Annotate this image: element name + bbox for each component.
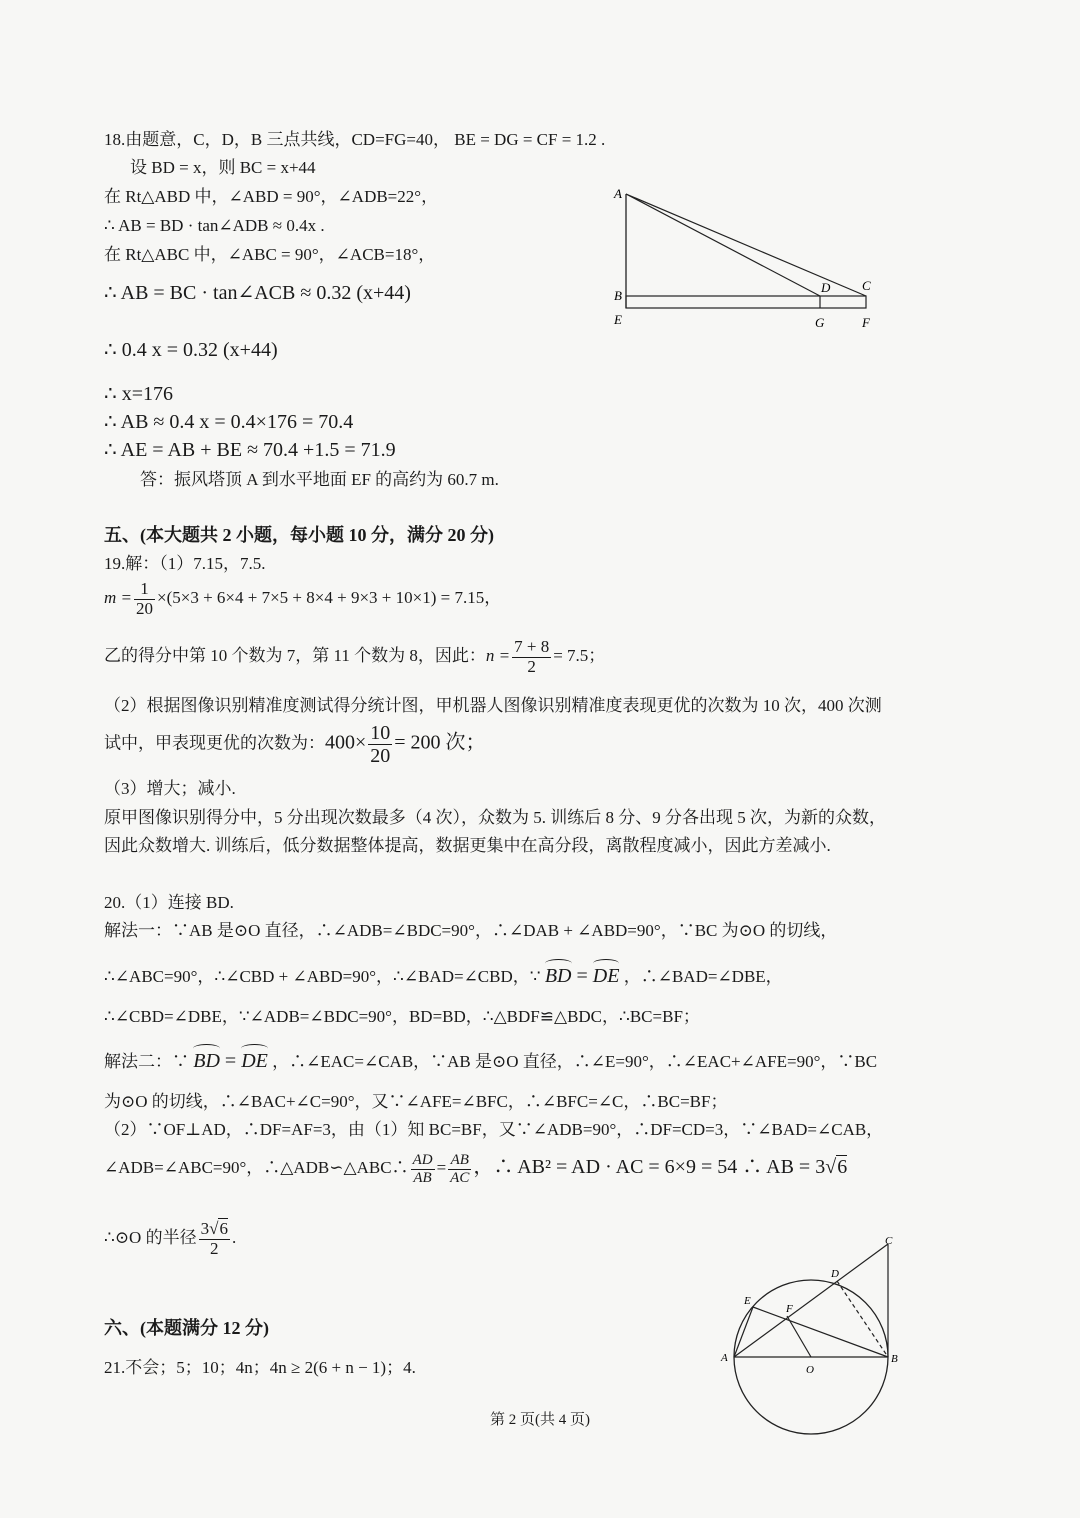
- n-fraction-den: 2: [527, 656, 536, 676]
- l8-eq: =: [436, 1157, 447, 1177]
- q18-line-3: 在 Rt△ABD 中，∠ABD = 90°，∠ADB=22°，: [104, 187, 439, 206]
- ratio1-den: AB: [413, 1169, 432, 1186]
- c-label-E: E: [744, 1295, 751, 1307]
- arc-BD: BD: [545, 962, 572, 988]
- q20-line-1: 20.（1）连接 BD.: [104, 893, 234, 912]
- q19-m-formula: [104, 580, 501, 618]
- q19-part3-line-1: 原甲图像识别得分中，5 分出现次数最多（4 次），众数为 5. 训练后 8 分、9 分各出现 5 次，为新的众数，: [104, 808, 886, 827]
- section-6-heading: 六、(本题满分 12 分): [104, 1318, 269, 1338]
- radius-num-coef: 3: [200, 1219, 210, 1238]
- label-D: D: [821, 280, 831, 295]
- ratio-AD-AB: [411, 1152, 435, 1186]
- l5-eq: =: [219, 1050, 242, 1072]
- label-F: F: [862, 315, 870, 330]
- l3b: ，∴∠BAD=∠DBE，: [619, 967, 783, 986]
- p2b-fraction: [368, 722, 392, 767]
- sqrt-6: 6: [837, 1155, 848, 1178]
- l8a: ∠ADB=∠ABC=90°，∴△ADB∽△ABC∴: [104, 1157, 409, 1177]
- q18-line-7: ∴ 0.4 x = 0.32 (x+44): [104, 339, 278, 361]
- q20-line-6: 为⊙O 的切线，∴∠BAC+∠C=90°，又∵∠AFE=∠BFC，∴∠BFC=∠C，∴BC=BF；: [104, 1092, 728, 1111]
- m-fraction-den: 20: [136, 598, 153, 618]
- section-5-heading: 五、(本大题共 2 小题，每小题 10 分，满分 20 分): [104, 525, 494, 545]
- q19-part2-line-2: [104, 722, 486, 767]
- label-C: C: [862, 278, 871, 293]
- q20-line-2: 解法一：∵AB 是⊙O 直径，∴∠ADB=∠BDC=90°，∴∠DAB + ∠ABD=90°，∵BC 为⊙O 的切线，: [104, 921, 838, 940]
- q19-n-formula: [104, 638, 605, 676]
- m-lhs: m =: [104, 588, 132, 608]
- p2b-fraction-num: 10: [370, 722, 391, 744]
- label-E: E: [614, 312, 622, 327]
- l9b: .: [231, 1228, 237, 1248]
- p2b-lhs: 400×: [325, 731, 367, 754]
- n-lhs: n =: [485, 646, 511, 666]
- q20-line-4: ∴∠CBD=∠DBE，∵∠ADB=∠BDC=90°，BD=BD，∴△BDF≌△BDC，∴BC=BF；: [104, 1007, 700, 1026]
- n-text: 乙的得分中第 10 个数为 7，第 11 个数为 8，因此：: [104, 646, 486, 666]
- radius-num-sqrt: 6: [219, 1219, 228, 1238]
- p2b-fraction-den: 20: [370, 745, 391, 767]
- q18-line-1: 18.由题意，C，D，B 三点共线，CD=FG=40， BE = DG = CF = 1.2 .: [104, 130, 606, 149]
- q19-line-1: 19.解：（1）7.15，7.5.: [104, 554, 266, 573]
- q18-line-6: ∴ AB = BC · tan∠ACB ≈ 0.32 (x+44): [104, 282, 411, 304]
- q20-circle-figure: [715, 1230, 915, 1435]
- c-label-C: C: [885, 1235, 893, 1247]
- c-label-F: F: [786, 1303, 793, 1315]
- q18-line-10: ∴ AE = AB + BE ≈ 70.4 +1.5 = 71.9: [104, 439, 396, 461]
- q19-part3-line-2: 因此众数增大. 训练后，低分数据整体提高，数据更集中在高分段，离散程度减小，因此方差减小.: [104, 836, 831, 855]
- c-label-A: A: [721, 1352, 728, 1364]
- l3-eq: =: [571, 965, 593, 987]
- q18-line-4: ∴ AB = BD · tan∠ADB ≈ 0.4x .: [104, 216, 325, 235]
- radius-den: 2: [210, 1238, 219, 1258]
- n-fraction-num: 7 + 8: [514, 637, 550, 656]
- q19-part2-line-1: （2）根据图像识别精准度测试得分统计图，甲机器人图像识别精准度表现更优的次数为 10 次，400 次测: [104, 696, 882, 715]
- q19-part3: （3）增大；减小.: [104, 779, 236, 798]
- l8b: ，∴ AB² = AD · AC = 6×9 = 54 ∴ AB = 3: [473, 1155, 826, 1178]
- q18-line-9: ∴ AB ≈ 0.4 x = 0.4×176 = 70.4: [104, 411, 354, 433]
- q18-line-8: ∴ x=176: [104, 383, 174, 405]
- radius-fraction: $\frac{3√6}{2}$: [200, 1219, 228, 1258]
- q20-line-3: [104, 962, 783, 989]
- n-rhs: = 7.5；: [553, 646, 606, 666]
- l3a: ∴∠ABC=90°，∴∠CBD + ∠ABD=90°，∴∠BAD=∠CBD，∵: [104, 967, 545, 986]
- l5b: ，∴∠EAC=∠CAB，∵AB 是⊙O 直径，∴∠E=90°，∴∠EAC+∠AFE=90°，∵BC: [267, 1052, 878, 1071]
- c-label-B: B: [891, 1353, 898, 1365]
- p2b-rhs: = 200 次；: [394, 731, 486, 754]
- q18-tower-figure: [600, 180, 900, 340]
- q20-line-9: [104, 1220, 236, 1258]
- q21-line-1: 21.不会；5；10；4n；4n ≥ 2(6 + n − 1)；4.: [104, 1358, 416, 1377]
- arc-DE: DE: [593, 962, 620, 988]
- q18-answer: 答：振风塔顶 A 到水平地面 EF 的高约为 60.7 m.: [140, 470, 499, 489]
- q20-line-8: ∠ADB=∠ABC=90°，∴△ADB∽△ABC∴ $\frac{AD}{AB}$ = $\frac{AB}{AC}$ ，∴ AB² = AD · AC = 6×9 = 54 ∴ AB = 3√6: [104, 1152, 848, 1186]
- q20-line-5: [104, 1047, 877, 1074]
- ratio2-num: AB: [448, 1152, 471, 1170]
- p2b-text: 试中，甲表现更优的次数为：: [104, 733, 325, 753]
- ratio1-num: AD: [412, 1152, 433, 1168]
- ratio2-den: AC: [450, 1169, 470, 1186]
- n-fraction: [512, 638, 551, 676]
- c-label-O: O: [806, 1364, 814, 1376]
- m-fraction: [134, 580, 155, 618]
- label-B: B: [614, 288, 622, 303]
- l5a: 解法二：∵: [104, 1052, 194, 1071]
- label-A: A: [614, 186, 622, 201]
- label-G: G: [815, 315, 825, 330]
- l9a: ∴⊙O 的半径: [104, 1228, 197, 1248]
- arc-BD-2: BD: [193, 1047, 220, 1073]
- arc-DE-2: DE: [241, 1047, 268, 1073]
- m-rhs: ×(5×3 + 6×4 + 7×5 + 8×4 + 9×3 + 10×1) = 7.15，: [157, 588, 502, 608]
- q18-line-2: 设 BD = x，则 BC = x+44: [130, 158, 316, 177]
- page-footer: 第 2 页(共 4 页): [490, 1412, 590, 1428]
- ratio-AB-AC: [448, 1152, 471, 1186]
- q18-line-5: 在 Rt△ABC 中，∠ABC = 90°，∠ACB=18°，: [104, 245, 436, 264]
- q20-line-7: （2）∵OF⊥AD，∴DF=AF=3，由（1）知 BC=BF，又∵∠ADB=90°，∴DF=CD=3，∵∠BAD=∠CAB，: [104, 1120, 884, 1139]
- m-fraction-num: 1: [134, 580, 155, 600]
- c-label-D: D: [831, 1268, 839, 1280]
